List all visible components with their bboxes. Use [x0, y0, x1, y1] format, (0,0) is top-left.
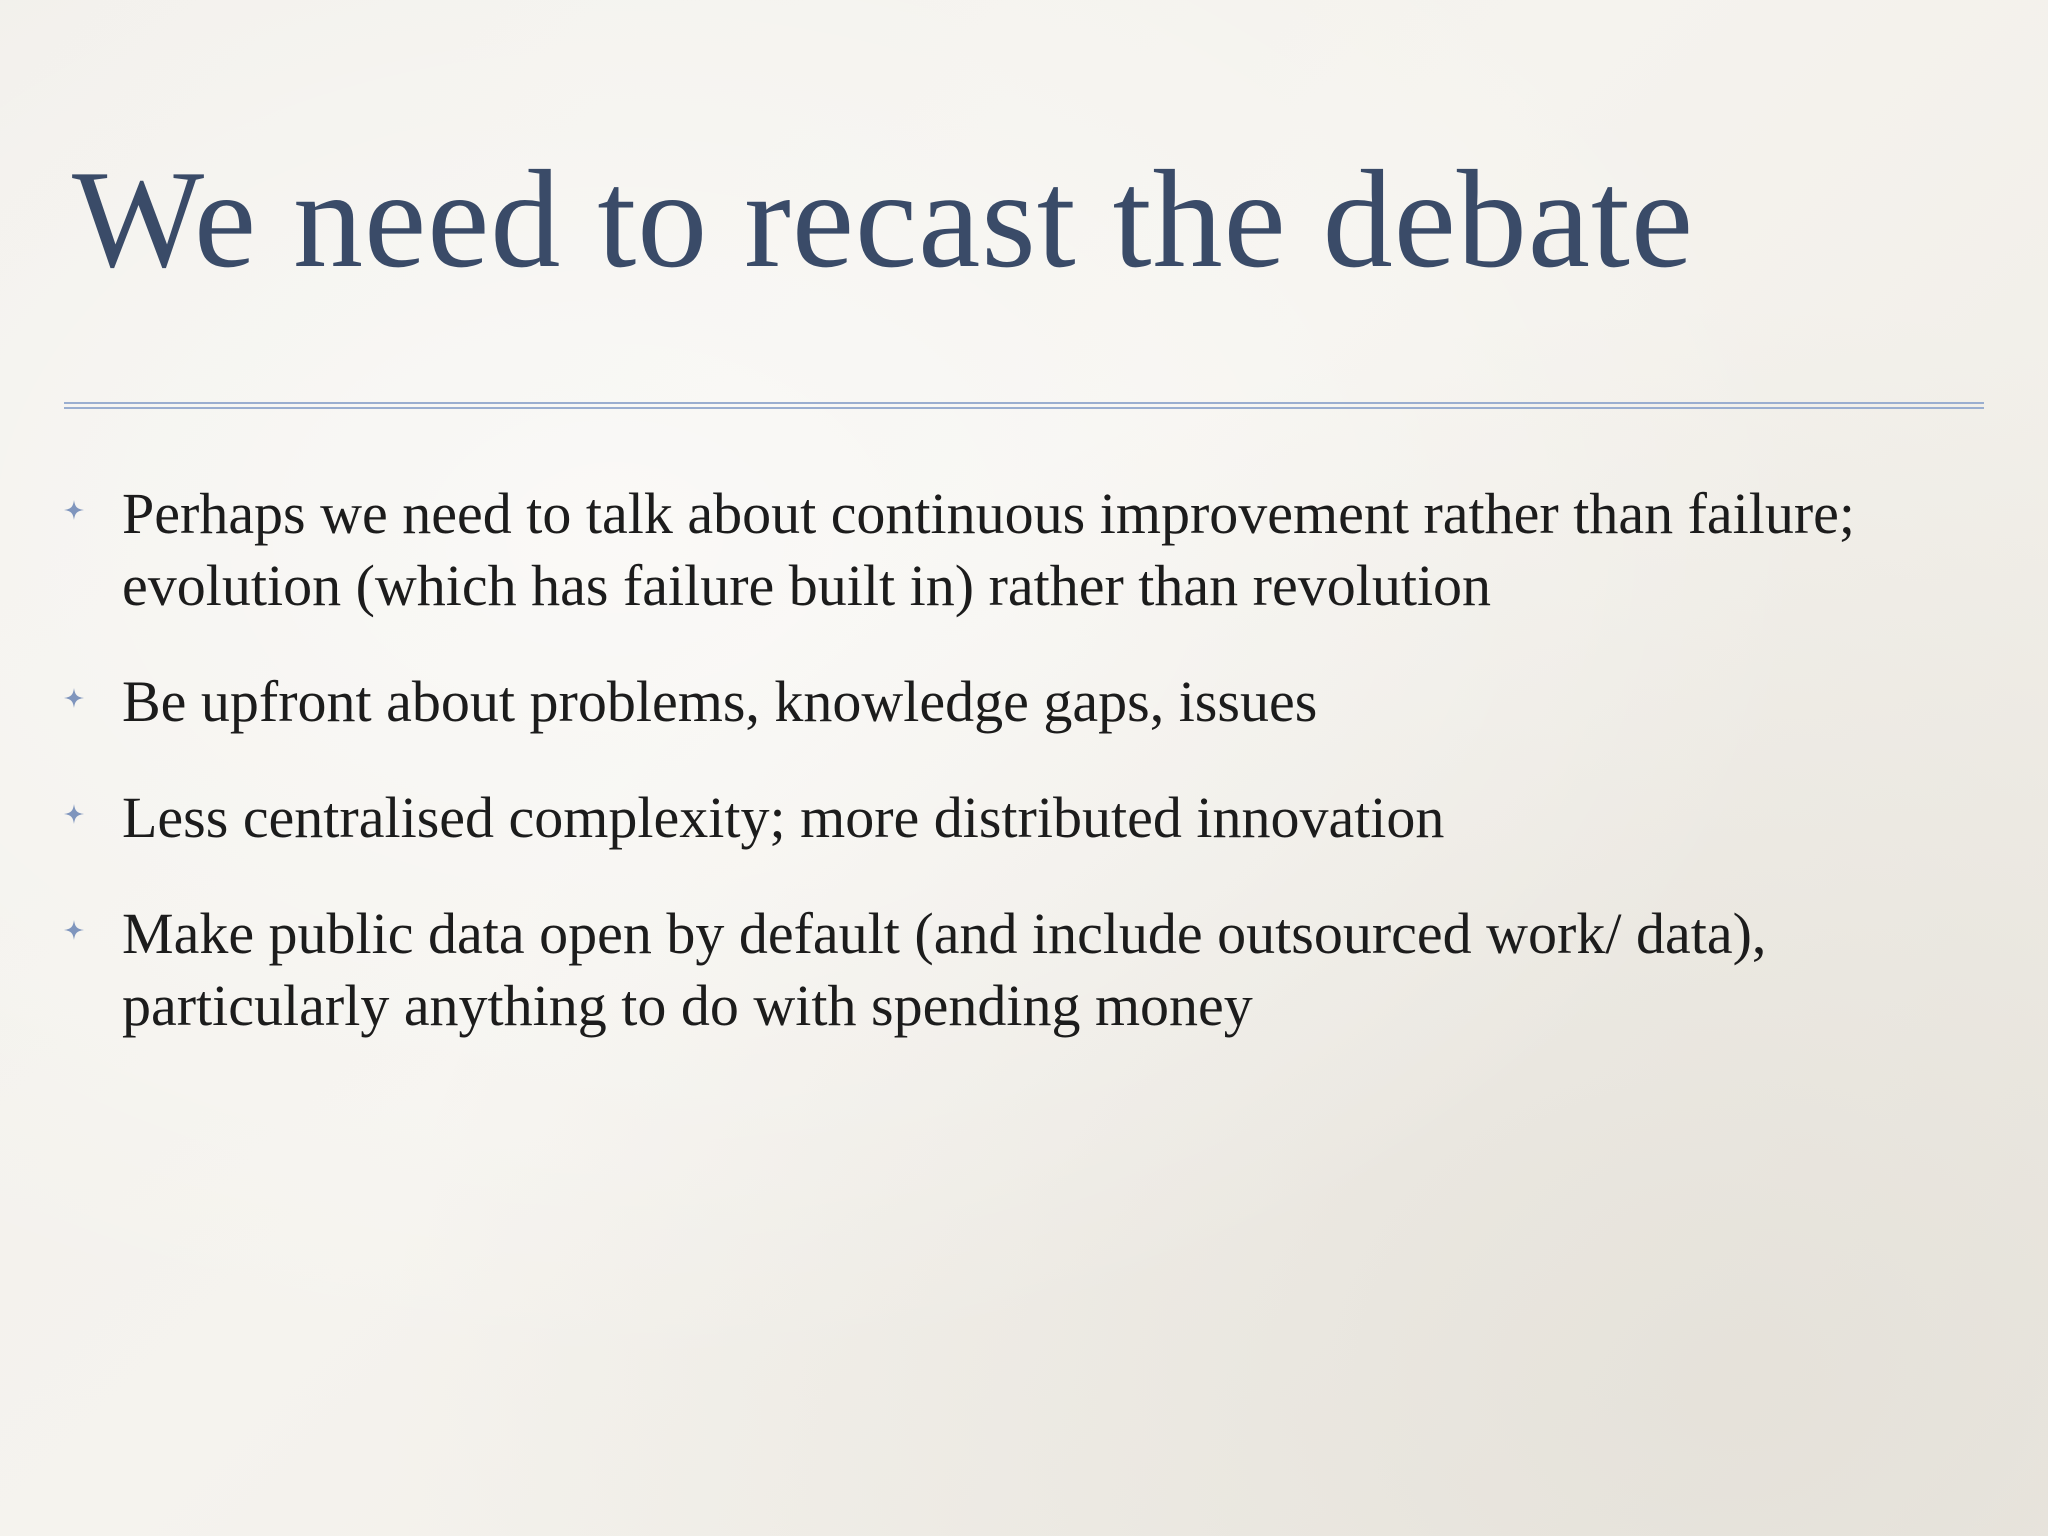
four-point-star-icon [64, 500, 84, 520]
bullet-text: Less centralised complexity; more distributed innovation [122, 785, 1445, 850]
slide-title: We need to recast the debate [72, 142, 1695, 297]
title-divider [64, 402, 1984, 409]
four-point-star-icon [64, 920, 84, 940]
four-point-star-icon [64, 804, 84, 824]
bullet-item [64, 478, 1984, 622]
four-point-star-icon [64, 688, 84, 708]
bullet-text: Make public data open by default (and include outsourced work/ data), particularly anything to do with spending money [122, 901, 1767, 1038]
bullet-item [64, 782, 1984, 854]
bullet-list [64, 478, 1984, 1086]
bullet-text: Perhaps we need to talk about continuous improvement rather than failure; evolution (which has failure built in) rather than revolution [122, 481, 1856, 618]
bullet-text: Be upfront about problems, knowledge gaps, issues [122, 669, 1318, 734]
bullet-item [64, 898, 1984, 1042]
bullet-item [64, 666, 1984, 738]
